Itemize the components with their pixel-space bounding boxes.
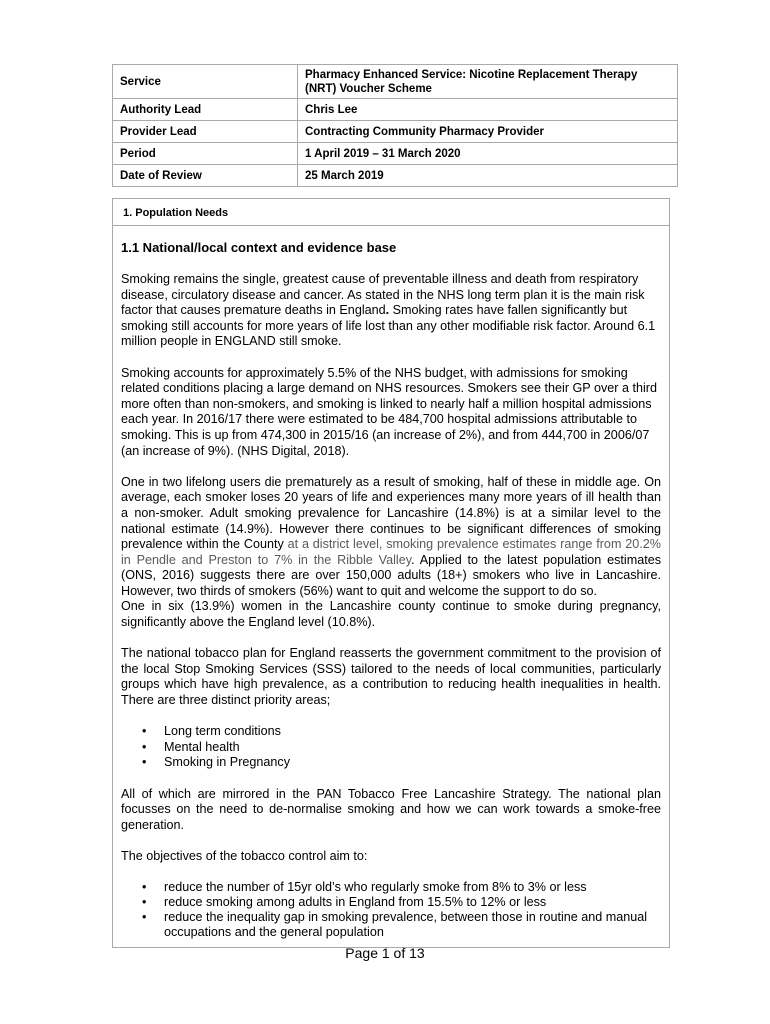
paragraph-smoking-overview-part2: Smoking rates have fallen significantly but smoking still accounts for more years of life lost than any other modifiable risk factor. Around 6.1 million people in ENGLAND still smoke. <box>121 303 656 349</box>
section-body <box>113 226 669 940</box>
list-item-text: reduce smoking among adults in England from 15.5% to 12% or less <box>164 895 547 910</box>
date-of-review-label: Date of Review <box>113 165 298 187</box>
paragraph-national-plan: The national tobacco plan for England reasserts the government commitment to the provision of the local Stop Smoking Services (SSS) tailored to the needs of local communities, particularly groups which have high prevalence, as a contribution to reducing health inequalities in health. There are three distinct priority areas; <box>121 646 661 708</box>
list-item <box>121 895 661 910</box>
bullet-icon: • <box>142 910 147 925</box>
paragraph-pregnancy: One in six (13.9%) women in the Lancashire county continue to smoke during pregnancy, significantly above the England level (10.8%). <box>121 599 661 630</box>
list-item-text: Smoking in Pregnancy <box>164 755 291 770</box>
list-item <box>121 724 661 740</box>
list-item-text: reduce the inequality gap in smoking prevalence, between those in routine and manual occupations and the general population <box>164 910 648 940</box>
paragraph-smoking-overview-part1: Smoking remains the single, greatest cause of preventable illness and death from respiratory disease, circulatory disease and cancer. As stated in the NHS long term plan it is the main risk factor that causes premature deaths in England <box>121 272 645 318</box>
authority-lead-label: Authority Lead <box>113 99 298 121</box>
district-prevalence-text: at a district level, smoking prevalence estimates range from 20.2% in Pendle and Preston to 7% in the Ribble Valley <box>121 537 661 567</box>
period-row <box>113 143 678 165</box>
date-of-review-value: 25 March 2019 <box>298 165 678 187</box>
paragraph-objectives-intro: The objectives of the tobacco control aim to: <box>121 848 368 863</box>
period-label: Period <box>113 143 298 165</box>
service-value: Pharmacy Enhanced Service: Nicotine Replacement Therapy (NRT) Voucher Scheme <box>298 65 678 99</box>
objectives-list <box>121 880 661 940</box>
period-value: 1 April 2019 – 31 March 2020 <box>298 143 678 165</box>
authority-lead-value: Chris Lee <box>298 99 678 121</box>
provider-lead-row <box>113 121 678 143</box>
date-of-review-row <box>113 165 678 187</box>
list-item <box>121 910 661 940</box>
paragraph-smoking-overview <box>121 272 661 350</box>
service-info-table <box>112 64 678 187</box>
list-item-text: reduce the number of 15yr old’s who regularly smoke from 8% to 3% or less <box>164 880 587 895</box>
population-needs-section <box>112 198 670 948</box>
paragraph-nhs-budget: Smoking accounts for approximately 5.5% of the NHS budget, with admissions for smoking related conditions placing a large demand on NHS resources. Smokers see their GP over a third more often than non-smokers, and smoking is linked to nearly half a million hospital admissions each year. In 2016/17 there were estimated to be 484,700 hospital admissions attributable to smoking. This is up from 474,300 in 2015/16 (an increase of 2%), and from 444,700 in 2006/07 (an increase of 9%). (NHS Digital, 2018). <box>121 365 657 458</box>
service-row <box>113 65 678 99</box>
bullet-icon: • <box>142 895 147 910</box>
list-item <box>121 755 661 771</box>
paragraph-pan-strategy: All of which are mirrored in the PAN Tobacco Free Lancashire Strategy. The national plan focusses on the need to de-normalise smoking and how we can work towards a smoke-free generation. <box>121 786 661 832</box>
provider-lead-label: Provider Lead <box>113 121 298 143</box>
page-number: Page 1 of 13 <box>345 945 425 961</box>
list-item <box>121 740 661 756</box>
bullet-icon: • <box>142 724 147 739</box>
bold-period: . <box>385 303 390 318</box>
section-header: 1. Population Needs <box>113 199 669 226</box>
list-item <box>121 880 661 895</box>
authority-lead-row <box>113 99 678 121</box>
prevalence-text-part2: . Applied to the latest population estimates (ONS, 2016) suggests there are over 150,000 adults (18+) smokers who live in Lancashire. However, two thirds of smokers (56%) want to quit and welcome the support to do so. <box>121 552 661 598</box>
list-item-text: Mental health <box>164 739 240 754</box>
service-label: Service <box>113 65 298 99</box>
bullet-icon: • <box>142 755 147 770</box>
priority-areas-list <box>121 724 661 771</box>
prevalence-text-part1: One in two lifelong users die prematurely as a result of smoking, half of these in middle age. On average, each smoker loses 20 years of life and experiences many more years of ill health than a non-smoker. Adult smoking prevalence for Lancashire (14.8%) is at a similar level to the national estimate (14.9%). However there continues to be significant differences of smoking prevalence within the County <box>121 474 661 552</box>
bullet-icon: • <box>142 739 147 754</box>
provider-lead-value: Contracting Community Pharmacy Provider <box>298 121 678 143</box>
list-item-text: Long term conditions <box>164 724 281 739</box>
section-subheading: 1.1 National/local context and evidence base <box>121 240 397 255</box>
bullet-icon: • <box>142 880 147 895</box>
paragraph-lancashire-prevalence <box>121 475 661 600</box>
